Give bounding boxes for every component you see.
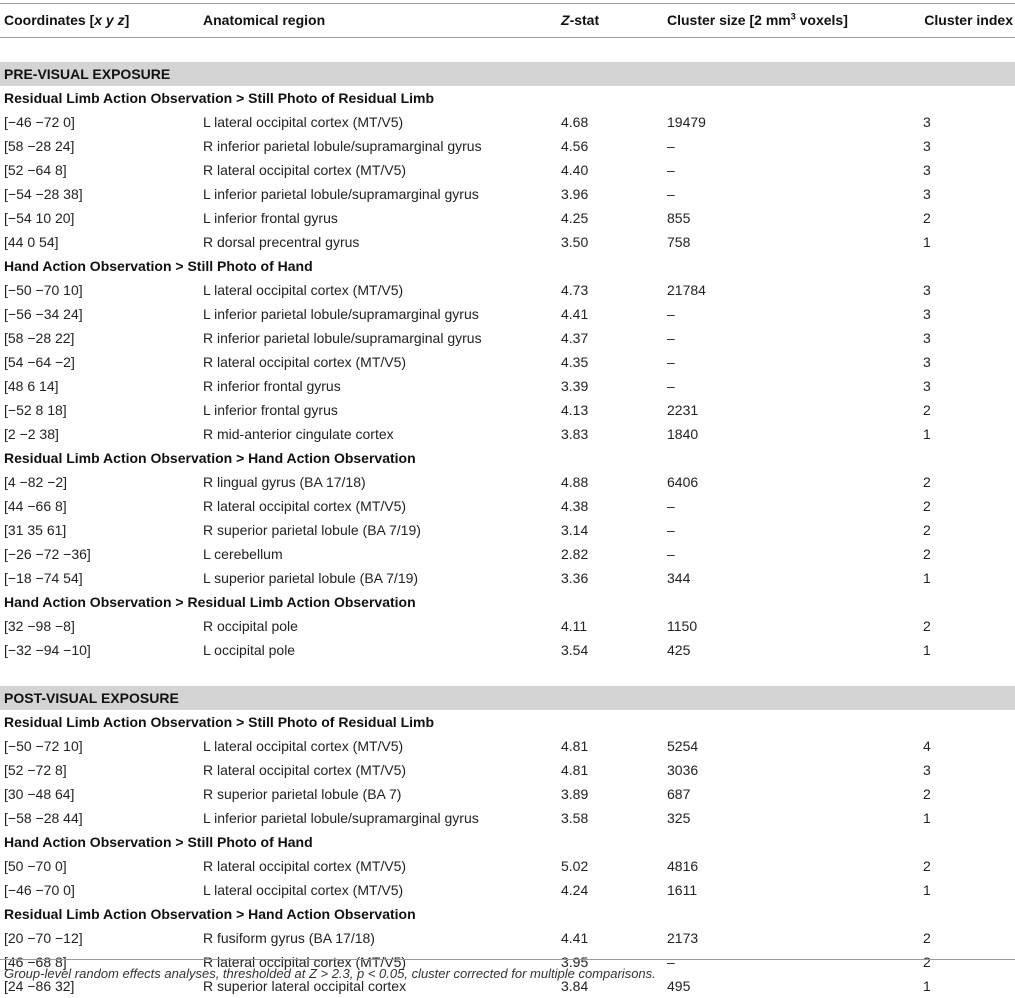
table-row bbox=[0, 350, 1015, 374]
cell-anatomical-region: L inferior parietal lobule/supramarginal gyrus bbox=[199, 302, 557, 326]
cell-cluster-size: – bbox=[663, 326, 919, 350]
cell-z-stat: 5.02 bbox=[557, 854, 663, 878]
cell-z-stat: 3.96 bbox=[557, 182, 663, 206]
contrast-title: Residual Limb Action Observation > Hand Action Observation bbox=[0, 446, 1015, 470]
cell-z-stat: 3.83 bbox=[557, 422, 663, 446]
cell-coordinates: [4 −82 −2] bbox=[0, 470, 199, 494]
cell-cluster-index: 3 bbox=[919, 110, 1015, 134]
cell-cluster-index: 3 bbox=[919, 374, 1015, 398]
table-row bbox=[0, 494, 1015, 518]
contrast-title: Hand Action Observation > Still Photo of Hand bbox=[0, 254, 1015, 278]
table-row bbox=[0, 398, 1015, 422]
table-row bbox=[0, 422, 1015, 446]
cell-cluster-size: 495 bbox=[663, 974, 919, 998]
cell-cluster-index: 1 bbox=[919, 638, 1015, 662]
cell-anatomical-region: L lateral occipital cortex (MT/V5) bbox=[199, 278, 557, 302]
cell-anatomical-region: L inferior parietal lobule/supramarginal gyrus bbox=[199, 182, 557, 206]
contrast-title: Residual Limb Action Observation > Still Photo of Residual Limb bbox=[0, 86, 1015, 110]
cell-z-stat: 3.14 bbox=[557, 518, 663, 542]
cell-anatomical-region: L cerebellum bbox=[199, 542, 557, 566]
cell-cluster-size: – bbox=[663, 350, 919, 374]
table-row bbox=[0, 734, 1015, 758]
cell-cluster-index: 3 bbox=[919, 182, 1015, 206]
cell-z-stat: 4.88 bbox=[557, 470, 663, 494]
cell-cluster-size: 19479 bbox=[663, 110, 919, 134]
cell-cluster-index: 2 bbox=[919, 470, 1015, 494]
cell-anatomical-region: L lateral occipital cortex (MT/V5) bbox=[199, 878, 557, 902]
cell-coordinates: [−46 −72 0] bbox=[0, 110, 199, 134]
cell-z-stat: 4.40 bbox=[557, 158, 663, 182]
cell-anatomical-region: L inferior frontal gyrus bbox=[199, 206, 557, 230]
cell-coordinates: [44 0 54] bbox=[0, 230, 199, 254]
cell-cluster-index: 1 bbox=[919, 806, 1015, 830]
cell-z-stat: 4.38 bbox=[557, 494, 663, 518]
header-cluster-index: Cluster index bbox=[919, 4, 1015, 38]
cell-coordinates: [−26 −72 −36] bbox=[0, 542, 199, 566]
cell-coordinates: [24 −86 32] bbox=[0, 974, 199, 998]
cell-coordinates: [−50 −70 10] bbox=[0, 278, 199, 302]
cell-cluster-size: 344 bbox=[663, 566, 919, 590]
table-row bbox=[0, 326, 1015, 350]
cell-z-stat: 3.58 bbox=[557, 806, 663, 830]
cell-z-stat: 4.81 bbox=[557, 734, 663, 758]
cell-coordinates: [44 −66 8] bbox=[0, 494, 199, 518]
table-row bbox=[0, 158, 1015, 182]
section-header-row bbox=[0, 686, 1015, 710]
cell-cluster-index: 1 bbox=[919, 566, 1015, 590]
cell-z-stat: 3.89 bbox=[557, 782, 663, 806]
cell-cluster-size: 6406 bbox=[663, 470, 919, 494]
section-header-row bbox=[0, 62, 1015, 86]
cell-anatomical-region: R mid-anterior cingulate cortex bbox=[199, 422, 557, 446]
cell-cluster-index: 1 bbox=[919, 974, 1015, 998]
table-row bbox=[0, 878, 1015, 902]
cell-coordinates: [−46 −70 0] bbox=[0, 878, 199, 902]
table-row bbox=[0, 542, 1015, 566]
cell-anatomical-region: L inferior parietal lobule/supramarginal gyrus bbox=[199, 806, 557, 830]
cell-cluster-index: 3 bbox=[919, 326, 1015, 350]
cell-cluster-size: 2173 bbox=[663, 926, 919, 950]
cell-cluster-size: 325 bbox=[663, 806, 919, 830]
cell-cluster-index: 1 bbox=[919, 878, 1015, 902]
table-row bbox=[0, 374, 1015, 398]
table-bottom-rule bbox=[0, 959, 1015, 960]
cell-anatomical-region: L superior parietal lobule (BA 7/19) bbox=[199, 566, 557, 590]
cell-coordinates: [−52 8 18] bbox=[0, 398, 199, 422]
cell-cluster-size: 1611 bbox=[663, 878, 919, 902]
cell-anatomical-region: L inferior frontal gyrus bbox=[199, 398, 557, 422]
cell-cluster-size: – bbox=[663, 374, 919, 398]
table-header bbox=[0, 4, 1015, 38]
cell-cluster-size: – bbox=[663, 518, 919, 542]
header-coordinates: Coordinates [x y z] bbox=[0, 4, 199, 38]
cell-z-stat: 4.24 bbox=[557, 878, 663, 902]
cell-anatomical-region: R superior lateral occipital cortex bbox=[199, 974, 557, 998]
table-row bbox=[0, 206, 1015, 230]
cell-cluster-index: 3 bbox=[919, 278, 1015, 302]
header-anatomical-region: Anatomical region bbox=[199, 4, 557, 38]
section-spacer bbox=[0, 662, 1015, 686]
cell-z-stat: 4.11 bbox=[557, 614, 663, 638]
table-body bbox=[0, 38, 1015, 998]
cell-anatomical-region: R lateral occipital cortex (MT/V5) bbox=[199, 758, 557, 782]
contrast-header-row bbox=[0, 902, 1015, 926]
cell-coordinates: [58 −28 24] bbox=[0, 134, 199, 158]
cell-anatomical-region: R inferior frontal gyrus bbox=[199, 374, 557, 398]
contrast-title: Residual Limb Action Observation > Still Photo of Residual Limb bbox=[0, 710, 1015, 734]
cell-anatomical-region: R lateral occipital cortex (MT/V5) bbox=[199, 158, 557, 182]
cell-coordinates: [−32 −94 −10] bbox=[0, 638, 199, 662]
header-cluster-size: Cluster size [2 $mm^3$ voxels] bbox=[663, 4, 919, 38]
cell-cluster-index: 2 bbox=[919, 614, 1015, 638]
cell-cluster-size: 4816 bbox=[663, 854, 919, 878]
cell-coordinates: [20 −70 −12] bbox=[0, 926, 199, 950]
cell-z-stat: 3.54 bbox=[557, 638, 663, 662]
cell-cluster-index: 1 bbox=[919, 230, 1015, 254]
cell-cluster-size: 2231 bbox=[663, 398, 919, 422]
cell-cluster-size: – bbox=[663, 302, 919, 326]
table-row bbox=[0, 758, 1015, 782]
table-row bbox=[0, 278, 1015, 302]
cell-z-stat: 4.35 bbox=[557, 350, 663, 374]
contrast-title: Hand Action Observation > Residual Limb Action Observation bbox=[0, 590, 1015, 614]
table-row bbox=[0, 470, 1015, 494]
cell-z-stat: 4.37 bbox=[557, 326, 663, 350]
cell-z-stat: 4.13 bbox=[557, 398, 663, 422]
cell-anatomical-region: R inferior parietal lobule/supramarginal gyrus bbox=[199, 326, 557, 350]
cell-anatomical-region: R inferior parietal lobule/supramarginal gyrus bbox=[199, 134, 557, 158]
cell-anatomical-region: R dorsal precentral gyrus bbox=[199, 230, 557, 254]
cell-z-stat: 3.39 bbox=[557, 374, 663, 398]
cell-coordinates: [30 −48 64] bbox=[0, 782, 199, 806]
cell-anatomical-region: L occipital pole bbox=[199, 638, 557, 662]
cell-coordinates: [46 −68 8] bbox=[0, 950, 199, 974]
cell-cluster-index: 3 bbox=[919, 158, 1015, 182]
table-row bbox=[0, 182, 1015, 206]
cell-cluster-index: 2 bbox=[919, 206, 1015, 230]
cell-coordinates: [−50 −72 10] bbox=[0, 734, 199, 758]
table-row bbox=[0, 926, 1015, 950]
cell-cluster-size: 758 bbox=[663, 230, 919, 254]
cell-coordinates: [−54 −28 38] bbox=[0, 182, 199, 206]
header-z-stat: Z-stat bbox=[557, 4, 663, 38]
table-row bbox=[0, 302, 1015, 326]
cell-z-stat: 3.36 bbox=[557, 566, 663, 590]
table-row bbox=[0, 134, 1015, 158]
cell-cluster-index: 3 bbox=[919, 758, 1015, 782]
cell-z-stat: 4.56 bbox=[557, 134, 663, 158]
contrast-title: Hand Action Observation > Still Photo of Hand bbox=[0, 830, 1015, 854]
cell-cluster-index: 3 bbox=[919, 302, 1015, 326]
cell-anatomical-region: L lateral occipital cortex (MT/V5) bbox=[199, 110, 557, 134]
cell-anatomical-region: R lateral occipital cortex (MT/V5) bbox=[199, 350, 557, 374]
contrast-header-row bbox=[0, 254, 1015, 278]
contrast-title: Residual Limb Action Observation > Hand Action Observation bbox=[0, 902, 1015, 926]
cell-cluster-size: – bbox=[663, 182, 919, 206]
cell-cluster-index: 3 bbox=[919, 134, 1015, 158]
cell-cluster-size: – bbox=[663, 134, 919, 158]
cell-coordinates: [−56 −34 24] bbox=[0, 302, 199, 326]
cell-coordinates: [31 35 61] bbox=[0, 518, 199, 542]
cell-z-stat: 4.25 bbox=[557, 206, 663, 230]
cell-z-stat: 4.73 bbox=[557, 278, 663, 302]
section-spacer bbox=[0, 38, 1015, 63]
cell-cluster-size: 425 bbox=[663, 638, 919, 662]
cell-cluster-index: 3 bbox=[919, 350, 1015, 374]
cell-z-stat: 2.82 bbox=[557, 542, 663, 566]
cell-z-stat: 3.95 bbox=[557, 950, 663, 974]
cell-anatomical-region: L lateral occipital cortex (MT/V5) bbox=[199, 734, 557, 758]
cell-coordinates: [52 −72 8] bbox=[0, 758, 199, 782]
contrast-header-row bbox=[0, 86, 1015, 110]
cell-coordinates: [−18 −74 54] bbox=[0, 566, 199, 590]
table-row bbox=[0, 230, 1015, 254]
cell-cluster-index: 2 bbox=[919, 542, 1015, 566]
spacer-cell bbox=[0, 38, 1015, 63]
table-row bbox=[0, 638, 1015, 662]
table-row bbox=[0, 806, 1015, 830]
cell-coordinates: [−54 10 20] bbox=[0, 206, 199, 230]
cell-coordinates: [2 −2 38] bbox=[0, 422, 199, 446]
cell-cluster-index: 2 bbox=[919, 398, 1015, 422]
cell-z-stat: 4.41 bbox=[557, 302, 663, 326]
cell-anatomical-region: R superior parietal lobule (BA 7) bbox=[199, 782, 557, 806]
cell-cluster-index: 2 bbox=[919, 854, 1015, 878]
cell-coordinates: [52 −64 8] bbox=[0, 158, 199, 182]
table-row bbox=[0, 854, 1015, 878]
table-row bbox=[0, 566, 1015, 590]
cell-cluster-size: – bbox=[663, 950, 919, 974]
cell-coordinates: [50 −70 0] bbox=[0, 854, 199, 878]
cell-cluster-size: 1150 bbox=[663, 614, 919, 638]
table-row bbox=[0, 110, 1015, 134]
table-row bbox=[0, 614, 1015, 638]
cell-anatomical-region: R lateral occipital cortex (MT/V5) bbox=[199, 854, 557, 878]
cell-z-stat: 3.50 bbox=[557, 230, 663, 254]
cell-coordinates: [−58 −28 44] bbox=[0, 806, 199, 830]
cell-cluster-index: 2 bbox=[919, 518, 1015, 542]
cell-cluster-size: – bbox=[663, 494, 919, 518]
cell-coordinates: [58 −28 22] bbox=[0, 326, 199, 350]
cell-cluster-size: 5254 bbox=[663, 734, 919, 758]
cell-anatomical-region: R lateral occipital cortex (MT/V5) bbox=[199, 950, 557, 974]
contrast-header-row bbox=[0, 446, 1015, 470]
spacer-cell bbox=[0, 662, 1015, 686]
cell-cluster-index: 2 bbox=[919, 950, 1015, 974]
section-title: POST-VISUAL EXPOSURE bbox=[0, 686, 1015, 710]
cell-cluster-size: – bbox=[663, 158, 919, 182]
cell-cluster-index: 2 bbox=[919, 494, 1015, 518]
contrast-header-row bbox=[0, 710, 1015, 734]
cell-z-stat: 3.84 bbox=[557, 974, 663, 998]
cell-cluster-index: 2 bbox=[919, 782, 1015, 806]
cell-cluster-size: 687 bbox=[663, 782, 919, 806]
results-table bbox=[0, 3, 1015, 998]
cell-cluster-index: 1 bbox=[919, 422, 1015, 446]
table-footnote: Group-level random effects analyses, thresholded at Z > 2.3, p < 0.05, cluster corrected for multiple comparisons. bbox=[4, 966, 656, 981]
contrast-header-row bbox=[0, 590, 1015, 614]
cell-anatomical-region: R lateral occipital cortex (MT/V5) bbox=[199, 494, 557, 518]
cell-cluster-size: 1840 bbox=[663, 422, 919, 446]
cell-coordinates: [54 −64 −2] bbox=[0, 350, 199, 374]
cell-z-stat: 4.81 bbox=[557, 758, 663, 782]
cell-anatomical-region: R fusiform gyrus (BA 17/18) bbox=[199, 926, 557, 950]
table-row bbox=[0, 782, 1015, 806]
cell-coordinates: [32 −98 −8] bbox=[0, 614, 199, 638]
cell-cluster-size: 3036 bbox=[663, 758, 919, 782]
cell-cluster-size: 21784 bbox=[663, 278, 919, 302]
cell-anatomical-region: R occipital pole bbox=[199, 614, 557, 638]
contrast-header-row bbox=[0, 830, 1015, 854]
cell-anatomical-region: R superior parietal lobule (BA 7/19) bbox=[199, 518, 557, 542]
cell-coordinates: [48 6 14] bbox=[0, 374, 199, 398]
cell-cluster-size: 855 bbox=[663, 206, 919, 230]
cell-anatomical-region: R lingual gyrus (BA 17/18) bbox=[199, 470, 557, 494]
cell-cluster-size: – bbox=[663, 542, 919, 566]
cell-z-stat: 4.41 bbox=[557, 926, 663, 950]
cell-cluster-index: 4 bbox=[919, 734, 1015, 758]
section-title: PRE-VISUAL EXPOSURE bbox=[0, 62, 1015, 86]
cell-cluster-index: 2 bbox=[919, 926, 1015, 950]
cell-z-stat: 4.68 bbox=[557, 110, 663, 134]
table-row bbox=[0, 518, 1015, 542]
